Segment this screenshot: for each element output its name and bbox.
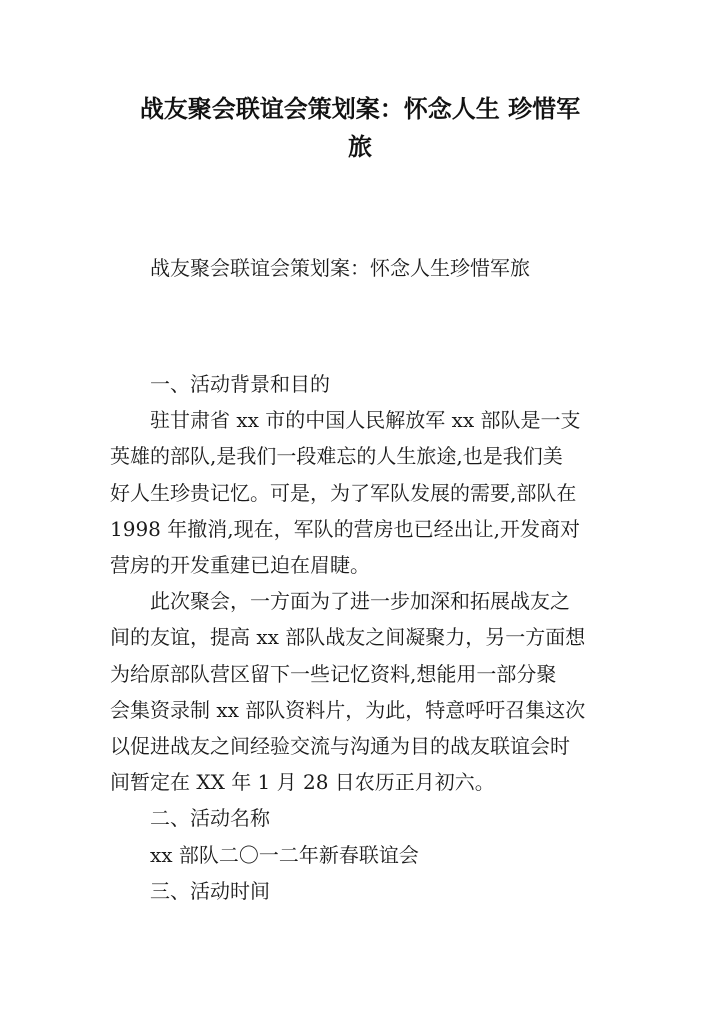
document-subtitle: 战友聚会联谊会策划案：怀念人生珍惜军旅 <box>150 256 530 280</box>
paragraph-line: 会集资录制 xx 部队资料片，为此，特意呼吁召集这次 <box>110 697 586 722</box>
paragraph-line: 间的友谊，提高 xx 部队战友之间凝聚力，另一方面想 <box>110 625 586 650</box>
section-heading-name: 二、活动名称 <box>150 806 270 831</box>
paragraph-line: 营房的开发重建已迫在眉睫。 <box>110 553 370 578</box>
paragraph-line: 此次聚会，一方面为了进一步加深和拓展战友之 <box>150 589 570 614</box>
section-heading-background: 一、活动背景和目的 <box>150 372 330 396</box>
paragraph-line: 以促进战友之间经验交流与沟通为目的战友联谊会时 <box>110 734 570 759</box>
paragraph-line: 1998 年撤消,现在，军队的营房也已经出让,开发商对 <box>110 516 580 541</box>
paragraph-line: 为给原部队营区留下一些记忆资料,想能用一部分聚 <box>110 661 557 686</box>
paragraph-line: 间暂定在 XX 年 1 月 28 日农历正月初六。 <box>110 770 495 795</box>
section-heading-time: 三、活动时间 <box>150 878 270 903</box>
title-line-2: 旅 <box>348 133 372 161</box>
title-line-1: 战友聚会联谊会策划案：怀念人生 珍惜军 <box>139 95 581 123</box>
document-title <box>90 90 630 166</box>
paragraph-line: 好人生珍贵记忆。可是，为了军队发展的需要,部队在 <box>110 480 577 505</box>
paragraph-line: 驻甘肃省 xx 市的中国人民解放军 xx 部队是一支 <box>150 408 581 433</box>
paragraph-line: 英雄的部队,是我们一段难忘的人生旅途,也是我们美 <box>110 444 563 469</box>
activity-name: xx 部队二〇一二年新春联谊会 <box>150 842 419 867</box>
document-body <box>110 366 610 909</box>
